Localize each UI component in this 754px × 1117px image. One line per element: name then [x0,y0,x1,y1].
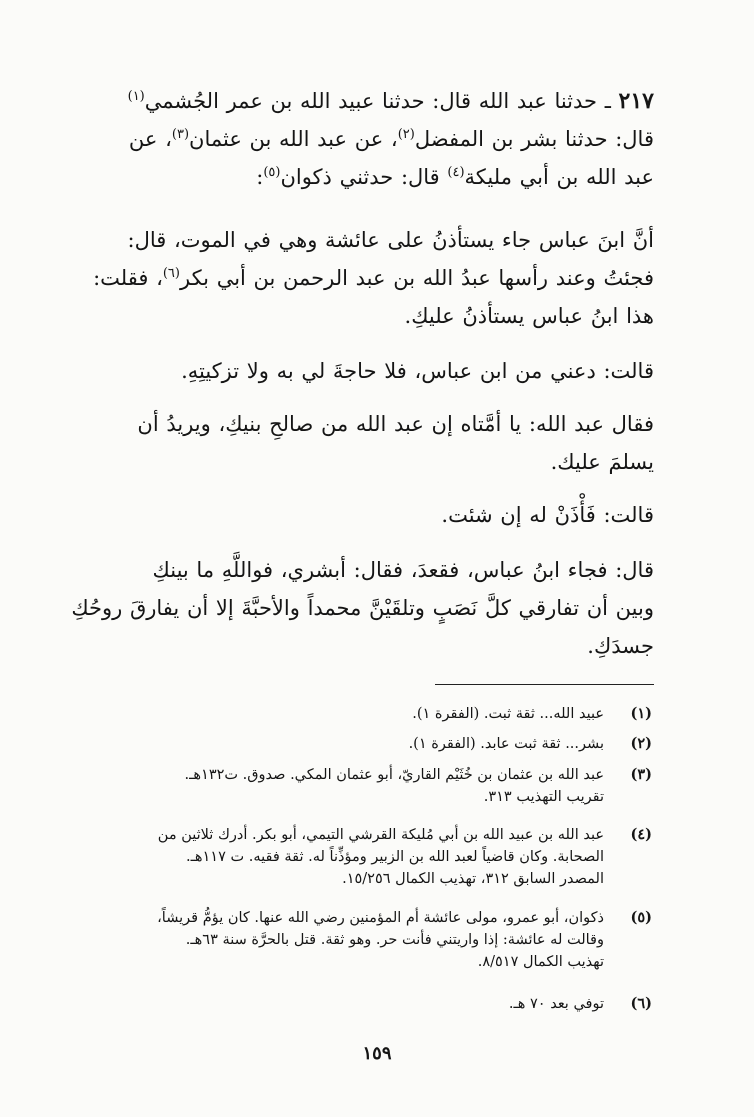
isnad-line-3 [92,158,654,196]
footnote-text: ذكوان، أبو عمرو، مولى عائشة أم المؤمنين رضي الله عنها. كان يؤمُّ قريشاً، [157,910,604,926]
footnote-ref-4[interactable]: (٤) [447,165,465,180]
isnad-line-2 [92,120,654,158]
text-line: قالت: دعني من ابن عباس، فلا حاجةَ لي به ولا تزكيتِهِ. [181,359,654,383]
text-line: قال: فجاء ابنُ عباس، فقعدَ، فقال: أبشري، فواللَّهِ ما بينكِ [152,558,654,582]
text-line [92,259,654,297]
text-segment: ، فقلت: [93,266,163,290]
footnote-ref-1[interactable]: (١) [127,89,145,104]
footnote-text: تقريب التهذيب ٣١٣. [483,789,604,805]
footnote-ref-5[interactable]: (٥) [263,165,281,180]
text-line: فقال عبد الله: يا أمَّتاه إن عبد الله من صالحِ بنيكِ، ويريدُ أن [137,412,654,436]
text-line: وبين أن تفارقي كلَّ نَصَبٍ وتلقَيْنَّ محمداً والأحبَّةَ إلا أن يفارقَ روحُكِ [71,596,654,620]
footnote-6 [72,993,652,1015]
text-line: هذا ابنُ عباس يستأذنُ عليكِ. [404,304,654,328]
paragraph-5 [71,551,654,665]
paragraph-1 [92,221,654,335]
isnad-line-1 [92,82,654,120]
footnote-number: (٦) [630,995,652,1012]
isnad-text: قال: حدثني ذكوان [280,165,448,189]
footnote-number: (٤) [630,826,652,843]
footnote-4 [72,824,652,890]
isnad-text: قال: حدثنا بشر بن المفضل [414,127,654,151]
hadith-number: ٢١٧ [618,88,654,114]
footnote-5 [72,907,652,973]
hadith-isnad [92,82,654,196]
isnad-text: ، عن [128,127,172,151]
text-line: قالت: فَأْذَنْ له إن شئت. [441,503,654,527]
footnote-number: (٣) [630,766,652,783]
isnad-text: ـ حدثنا عبد الله قال: حدثنا عبيد الله بن عمر الجُشمي [144,89,611,113]
isnad-text: عبد الله بن أبي مليكة [464,165,654,189]
paragraph-3 [92,405,654,481]
footnote-text: بشر... ثقة ثبت عابد. (الفقرة ١). [408,736,604,752]
footnote-text: المصدر السابق ٣١٢، تهذيب الكمال ١٥/٢٥٦. [342,871,604,887]
footnote-number: (١) [630,705,652,722]
footnote-1 [72,703,652,725]
isnad-text: ، عن عبد الله بن عثمان [189,127,398,151]
text-line: جسدَكِ. [587,634,654,658]
page-number: ١٥٩ [362,1043,392,1064]
footnote-ref-6[interactable]: (٦) [162,266,180,281]
footnote-text: عبيد الله... ثقة ثبت. (الفقرة ١). [412,706,604,722]
footnote-number: (٥) [630,909,652,926]
footnote-text: عبد الله بن عبيد الله بن أبي مُليكة القرشي التيمي، أبو بكر. أدرك ثلاثين من [157,827,604,843]
text-line: أنَّ ابنَ عباس جاء يستأذنُ على عائشة وهي في الموت، قال: [127,228,654,252]
paragraph-4 [92,496,654,534]
paragraph-2 [92,352,654,390]
footnote-text: عبد الله بن عثمان بن خُثَيْم القاريّ، أبو عثمان المكي. صدوق. ت١٣٢هـ. [184,767,604,783]
text-segment: فجئتُ وعند رأسها عبدُ الله بن عبد الرحمن بن أبي بكر [179,266,654,290]
footnote-ref-2[interactable]: (٢) [397,127,415,142]
footnote-text: تهذيب الكمال ٨/٥١٧. [477,954,604,970]
footnote-3 [72,764,652,808]
isnad-text: : [256,165,264,189]
footnote-ref-3[interactable]: (٣) [171,127,190,142]
footnote-text: توفي بعد ٧٠ هـ. [508,996,604,1012]
footnote-text: وقالت له عائشة: إذا واريتني فأنت حر. وهو ثقة. قتل بالحرَّة سنة ٦٣هـ. [185,932,604,948]
footnote-text: الصحابة. وكان قاضياً لعبد الله بن الزبير ومؤذِّناً له. ثقة فقيه. ت ١١٧هـ. [186,849,604,865]
footnote-divider [435,684,654,685]
text-line: يسلمَ عليك. [550,450,654,474]
footnote-number: (٢) [630,735,652,752]
footnote-2 [72,733,652,755]
